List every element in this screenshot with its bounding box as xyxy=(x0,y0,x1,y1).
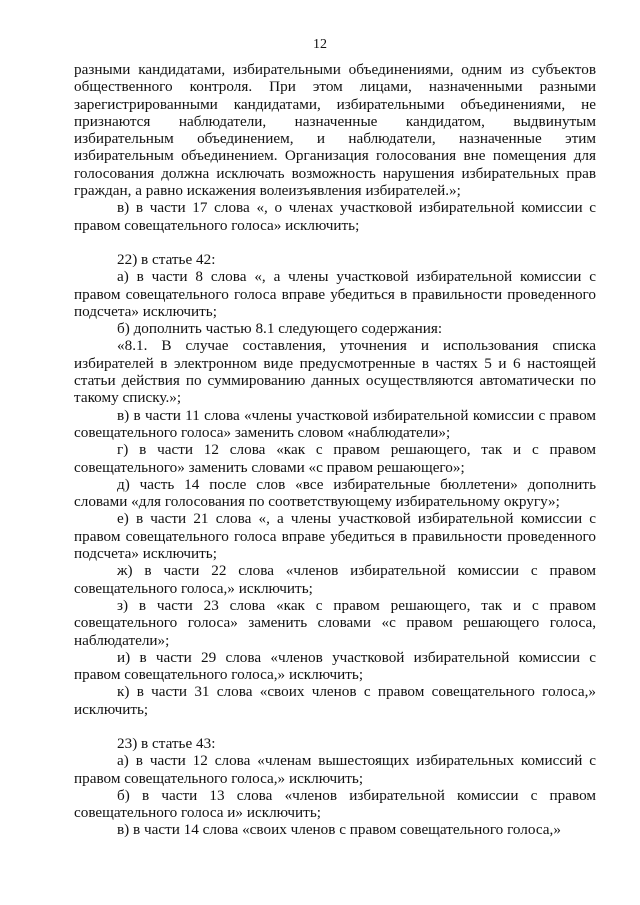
paragraph-gap xyxy=(74,718,596,735)
paragraph: и) в части 29 слова «членов участковой избирательной комиссии с правом совещательного голоса,» исключить; xyxy=(74,648,596,684)
continued-paragraph: разными кандидатами, избирательными объединениями, одним из субъектов общественного контроля. При этом лицами, назначенными разными зарегистрированными кандидатами, избирательными объединениями, не признаются наблюдатели, назначенные кандидатом, выдвинутым избирательным объединением, и наблюдатели, назначенные этим избирательным объединением. Организация голосования вне помещения для голосования должна исключать возможность нарушения избирательных прав граждан, а равно искажения волеизъявления избирателей.»; xyxy=(74,61,596,200)
document-body xyxy=(74,61,596,839)
page-number: 12 xyxy=(313,37,327,52)
paragraph: 23) в статье 43: xyxy=(117,734,216,752)
paragraph: б) дополнить частью 8.1 следующего содержания: xyxy=(117,320,443,338)
paragraph: в) в части 14 слова «своих членов с правом совещательного голоса,» xyxy=(117,821,561,839)
paragraph: б) в части 13 слова «членов избирательной комиссии с правом совещательного голоса и» исключить; xyxy=(74,786,596,822)
paragraph: а) в части 8 слова «, а члены участковой избирательной комиссии с правом совещательного голоса вправе убедиться в правильности проведенного подсчета» исключить; xyxy=(74,268,596,320)
paragraph: з) в части 23 слова «как с правом решающего, так и с правом совещательного голоса» заменить словами «с правом решающего голоса, наблюдатели»; xyxy=(74,596,596,649)
paragraph: д) часть 14 после слов «все избирательные бюллетени» дополнить словами «для голосования по соответствующему избирательному округу»; xyxy=(74,475,596,511)
paragraph: к) в части 31 слова «своих членов с правом совещательного голоса,» исключить; xyxy=(74,683,596,718)
paragraph: 22) в статье 42: xyxy=(117,250,216,268)
paragraph: е) в части 21 слова «, а члены участковой избирательной комиссии с правом совещательного голоса вправе убедиться в правильности проведенного подсчета» исключить; xyxy=(74,510,596,563)
paragraph: г) в части 12 слова «как с правом решающего, так и с правом совещательного» заменить словами «с правом решающего»; xyxy=(74,441,596,476)
paragraph-gap xyxy=(74,234,596,251)
paragraph: в) в части 11 слова «члены участковой избирательной комиссии с правом совещательного голоса» заменить словом «наблюдатели»; xyxy=(74,406,596,441)
paragraph: ж) в части 22 слова «членов избирательной комиссии с правом совещательного голоса,» исключить; xyxy=(74,562,596,597)
paragraph: «8.1. В случае составления, уточнения и использования списка избирателей в электронном виде предусмотренные в частях 5 и 6 настоящей статьи действия по суммированию данных осуществляются автоматически по такому списку.»; xyxy=(74,337,596,407)
paragraph: а) в части 12 слова «членам вышестоящих избирательных комиссий с правом совещательного голоса,» исключить; xyxy=(74,752,596,787)
paragraph: в) в части 17 слова «, о членах участковой избирательной комиссии с правом совещательного голоса» исключить; xyxy=(74,199,596,234)
